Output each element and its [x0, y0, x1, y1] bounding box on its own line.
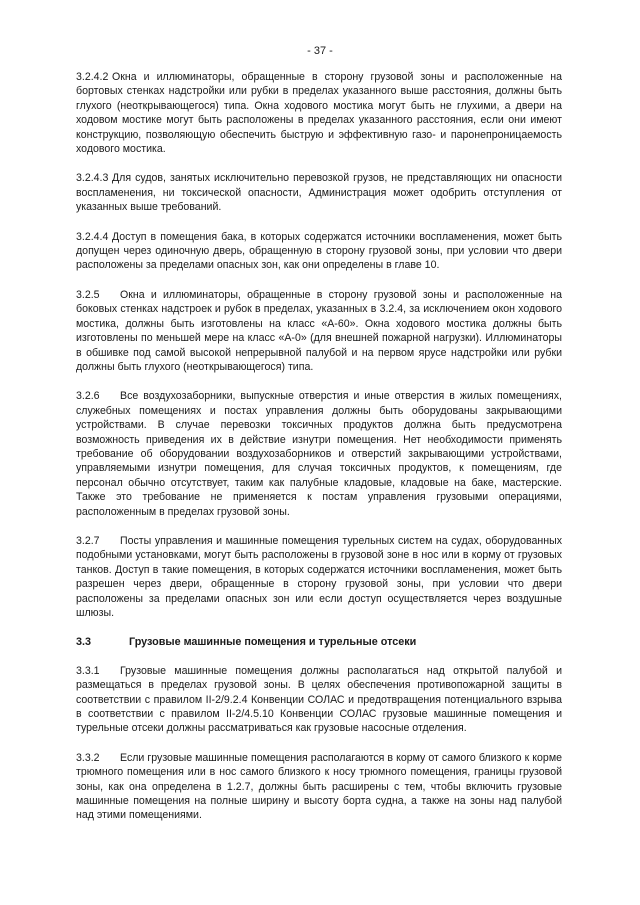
- paragraph-3-2-4-3: [76, 171, 562, 214]
- paragraph-number: 3.3.2: [76, 751, 100, 764]
- paragraph-text: Доступ в помещения бака, в которых содержатся источники воспламенения, может быть допущен через одиночную дверь, обращенную в сторону грузовой зоны, при условии что двери расположены за пределами опасных зон, как они определены в главе 10.: [76, 230, 562, 272]
- page-number: - 37 -: [307, 45, 333, 57]
- document-body: [76, 70, 562, 838]
- paragraph-number: 3.2.7: [76, 534, 100, 547]
- paragraph-number: 3.2.4.3: [76, 172, 109, 185]
- paragraph-text: Если грузовые машинные помещения располагаются в корму от самого близкого к корме трюмного помещения или в нос самого близкого к носу трюмного помещения, границы грузовой зоны, как она определена в 1.2.7, должны быть расширены с тем, чтобы включить грузовые машинные помещения на полные ширину и высоту борта судна, а также на зоны над палубой над этими помещениями.: [76, 751, 562, 822]
- paragraph-text: Окна и иллюминаторы, обращенные в сторону грузовой зоны и расположенные на бортовых стенках надстройки или рубки в пределах указанного выше расстояния, должны быть глухого (неоткрывающегося) типа. Окна ходового мостика могут быть не глухими, а двери на ходовом мостике могут быть расположены в пределах указанного расстояния, если они имеют конструкцию, позволяющую обеспечить быструю и эффективную газо- и паронепроницаемость ходового мостика.: [76, 71, 562, 156]
- paragraph-text: Все воздухозаборники, выпускные отверстия и иные отверстия в жилых помещениях, служебных помещениях и постах управления должны быть оборудованы закрывающими устройствами. В случае перевозки токсичных продуктов должна быть предусмотрена возможность приведения их в действие изнутри помещения. Нет необходимости применять требование об оборудовании воздухозаборников и отверстий закрывающими устройствами, управляемыми изнутри помещения, для случая токсичных продуктов, к помещениям, где персонал обычно отсутствует, таким как палубные кладовые, кладовые на баке, мастерские. Также это требование не применяется к постам управления грузовыми операциями, расположенным в пределах грузовой зоны.: [76, 390, 562, 518]
- paragraph-number: 3.2.6: [76, 390, 100, 403]
- paragraph-text: Окна и иллюминаторы, обращенные в сторону грузовой зоны и расположенные на боковых стенках надстроек и рубок в пределах, указанных в 3.2.4, за исключением окон ходового мостика, должны быть изготовлены на класс «А-60». Окна ходового мостика должны быть изготовлены по меньшей мере на класс «А-0» (для внешней пожарной нагрузки). Иллюминаторы в обшивке под самой высокой непрерывной палубой и на первом ярусе надстройки или рубки должны быть глухого (неоткрывающегося) типа.: [76, 288, 562, 373]
- paragraph-number: 3.3.1: [76, 664, 100, 677]
- paragraph-number: 3.2.4.4: [76, 230, 109, 243]
- section-number: 3.3: [76, 636, 92, 649]
- section-heading: [76, 635, 562, 649]
- paragraph-3-2-6: [76, 389, 562, 519]
- section-title: Грузовые машинные помещения и турельные отсеки: [129, 636, 417, 649]
- paragraph-3-2-5: [76, 288, 562, 374]
- paragraph-text: Для судов, занятых исключительно перевозкой грузов, не представляющих ни опасности воспламенения, ни токсической опасности, Администрация может одобрить отступления от указанных выше требований.: [76, 172, 562, 214]
- paragraph-3-2-4-4: [76, 230, 562, 273]
- paragraph-number: 3.2.4.2: [76, 71, 109, 83]
- paragraph-3-3-1: [76, 664, 562, 736]
- paragraph-number: 3.2.5: [76, 288, 100, 301]
- paragraph-3-2-7: [76, 534, 562, 620]
- paragraph-text: Грузовые машинные помещения должны располагаться над открытой палубой и размещаться в пределах грузовой зоны. В целях обеспечения противопожарной защиты в соответствии с правилом II-2/9.2.4 Конвенции СОЛАС и предотвращения потенциального взрыва в соответствии с правилом II-2/4.5.10 Конвенции СОЛАС грузовые машинные помещения и турельные отсеки должны рассматриваться как грузовые насосные отделения.: [76, 664, 562, 735]
- paragraph-text: Посты управления и машинные помещения турельных систем на судах, оборудованных подобными установками, могут быть расположены в грузовой зоне в нос или в корму от грузовых танков. Доступ в такие помещения, в которых содержатся источники воспламенения, может быть разрешен через двери, обращенные в сторону грузовой зоны, при условии что двери расположены за пределами опасных зон или если доступ осуществляется через воздушные шлюзы.: [76, 534, 562, 619]
- paragraph-3-2-4-2: [76, 70, 562, 156]
- paragraph-3-3-2: [76, 751, 562, 823]
